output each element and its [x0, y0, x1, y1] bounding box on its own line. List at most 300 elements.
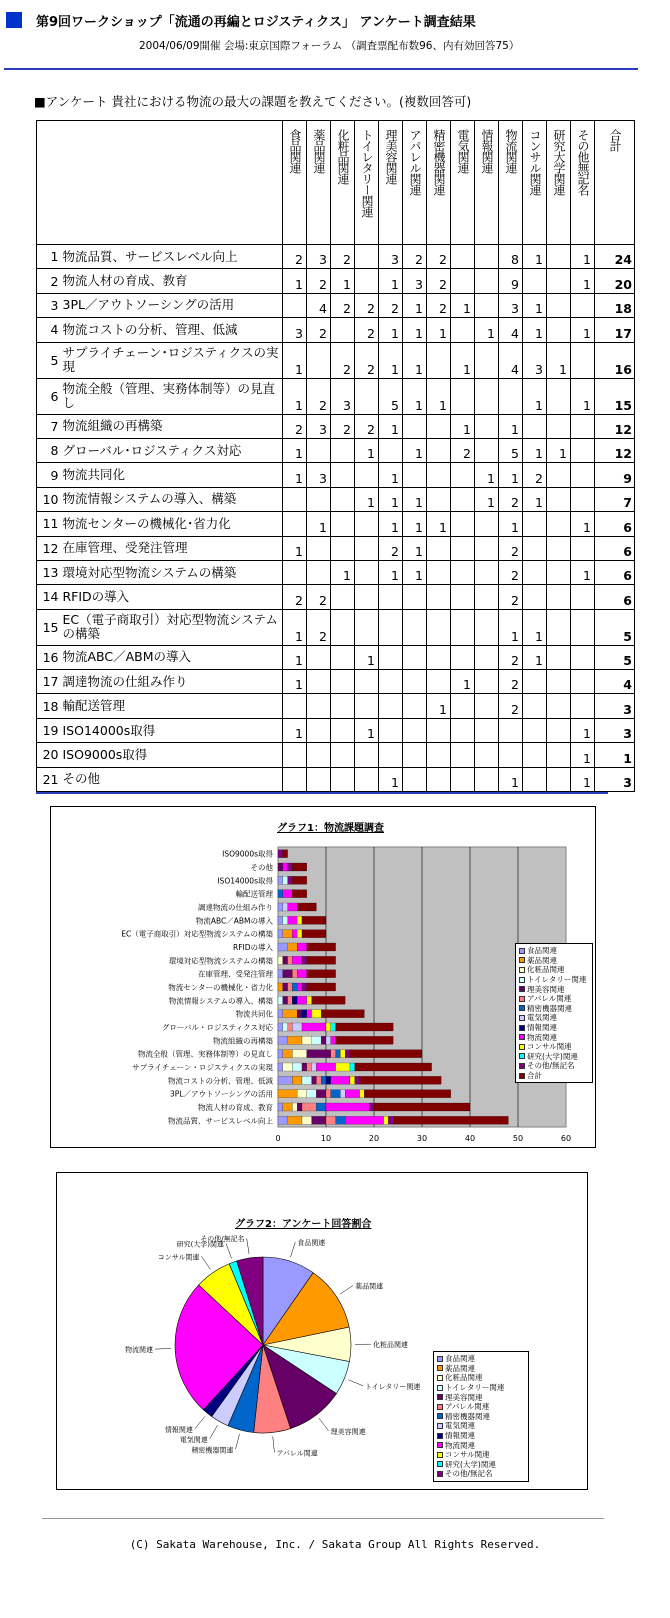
row-label: 調達物流の仕組み作り — [61, 670, 283, 694]
value-cell — [283, 560, 307, 584]
value-cell: 1 — [523, 293, 547, 317]
value-cell: 2 — [307, 269, 331, 293]
value-cell: 1 — [451, 414, 475, 438]
value-cell — [475, 378, 499, 414]
value-cell — [451, 645, 475, 669]
value-cell: 2 — [499, 670, 523, 694]
bar-segment — [331, 1036, 336, 1044]
bar-segment — [292, 983, 297, 991]
value-cell: 2 — [355, 342, 379, 378]
table-row — [37, 378, 635, 414]
row-label: 環境対応型物流システムの構築 — [61, 560, 283, 584]
row-label: 物流品質、サービスレベル向上 — [61, 245, 283, 269]
total-cell: 18 — [595, 293, 635, 317]
bar-segment — [292, 876, 306, 884]
bar-segment — [297, 970, 307, 978]
value-cell: 1 — [403, 536, 427, 560]
leader-line — [155, 1348, 171, 1349]
value-cell: 5 — [499, 438, 523, 462]
legend-label: コンサル関連 — [445, 1450, 490, 1460]
bar-segment — [278, 970, 283, 978]
total-cell: 9 — [595, 463, 635, 487]
value-cell — [331, 718, 355, 742]
legend-label: 食品関連 — [527, 946, 557, 956]
value-cell — [475, 670, 499, 694]
bar-segment — [316, 1103, 326, 1111]
bar-segment — [316, 1063, 335, 1071]
bar-segment — [278, 1076, 292, 1084]
row-number: 7 — [37, 414, 61, 438]
category-header — [547, 121, 571, 245]
value-cell: 2 — [307, 609, 331, 645]
value-cell — [283, 293, 307, 317]
legend-label: 精密機器関連 — [445, 1411, 490, 1421]
value-cell — [331, 487, 355, 511]
leader-line — [201, 1256, 210, 1269]
category-label: サプライチェーン・ロジスティクスの実現 — [132, 1063, 273, 1072]
value-cell: 1 — [523, 487, 547, 511]
value-cell: 2 — [355, 414, 379, 438]
legend-swatch — [519, 967, 525, 973]
legend-swatch — [437, 1452, 443, 1458]
value-cell: 1 — [571, 560, 595, 584]
category-label: 輸配送管理 — [235, 889, 273, 899]
value-cell — [331, 670, 355, 694]
copyright: (C) Sakata Warehouse, Inc. / Sakata Group All Rights Reserved. — [129, 1538, 541, 1551]
bar-segment — [345, 1050, 350, 1058]
legend-swatch — [437, 1385, 443, 1391]
value-cell: 9 — [499, 269, 523, 293]
value-cell: 1 — [499, 609, 523, 645]
value-cell — [451, 269, 475, 293]
value-cell — [283, 767, 307, 791]
row-number: 1 — [37, 245, 61, 269]
bar-segment — [292, 956, 302, 964]
value-cell: 2 — [499, 487, 523, 511]
value-cell: 3 — [307, 245, 331, 269]
slice-label: 薬品関連 — [355, 1282, 384, 1291]
category-label: 物流品質、サービスレベル向上 — [168, 1116, 273, 1126]
leader-line — [319, 1418, 329, 1431]
bar-segment — [278, 1023, 283, 1031]
bar-segment — [331, 1050, 336, 1058]
value-cell: 2 — [427, 293, 451, 317]
value-cell — [571, 536, 595, 560]
bar-segment — [302, 930, 326, 938]
value-cell — [331, 609, 355, 645]
value-cell — [475, 767, 499, 791]
value-cell: 4 — [499, 318, 523, 342]
bar-segment — [388, 1116, 393, 1124]
value-cell — [475, 694, 499, 718]
bar-segment — [297, 1010, 302, 1018]
legend-swatch — [519, 1034, 525, 1040]
value-cell — [307, 536, 331, 560]
value-cell — [427, 609, 451, 645]
table-row — [37, 512, 635, 536]
value-cell — [307, 342, 331, 378]
bar-segment — [336, 1116, 346, 1124]
bar-segment — [326, 1036, 331, 1044]
row-label: ISO14000s取得 — [61, 718, 283, 742]
value-cell — [427, 585, 451, 609]
row-number: 21 — [37, 767, 61, 791]
value-cell — [331, 743, 355, 767]
bar-segment — [340, 1050, 345, 1058]
bar-segment — [288, 1036, 302, 1044]
table-row — [37, 318, 635, 342]
total-cell: 6 — [595, 512, 635, 536]
value-cell: 1 — [427, 512, 451, 536]
bar-segment — [283, 903, 288, 911]
leader-line — [226, 1244, 231, 1259]
table-row — [37, 645, 635, 669]
row-number: 13 — [37, 560, 61, 584]
bar-segment — [326, 1116, 336, 1124]
bar-segment — [369, 1103, 374, 1111]
value-cell: 1 — [571, 269, 595, 293]
page-subtitle: 2004/06/09開催 会場:東京国際フォーラム （調査票配布数96、内有効回答75） — [139, 40, 520, 52]
value-cell: 1 — [283, 438, 307, 462]
bar-segment — [364, 1090, 450, 1098]
total-cell: 6 — [595, 560, 635, 584]
legend-label: トイレタリー関連 — [527, 975, 587, 985]
legend-swatch — [519, 1025, 525, 1031]
legend-label: 電気関連 — [445, 1421, 475, 1431]
bar-segment — [283, 1023, 288, 1031]
legend-label: トイレタリー関連 — [445, 1383, 505, 1393]
value-cell: 1 — [571, 318, 595, 342]
value-cell — [547, 487, 571, 511]
value-cell — [427, 560, 451, 584]
survey-question: ■アンケート 貴社における物流の最大の課題を教えてください。(複数回答可) — [34, 94, 472, 109]
table-header-row — [37, 121, 635, 245]
bar-segment — [297, 903, 316, 911]
bar-segment — [312, 1116, 326, 1124]
value-cell: 2 — [427, 269, 451, 293]
bar-segment — [278, 1063, 283, 1071]
header-rule — [4, 68, 638, 70]
value-cell: 1 — [427, 318, 451, 342]
bar-segment — [321, 1036, 326, 1044]
bar-segment — [288, 876, 293, 884]
value-cell: 2 — [499, 585, 523, 609]
value-cell — [379, 438, 403, 462]
category-header — [307, 121, 331, 245]
value-cell: 5 — [379, 378, 403, 414]
total-cell: 24 — [595, 245, 635, 269]
value-cell — [571, 585, 595, 609]
value-cell — [307, 694, 331, 718]
bar-segment — [302, 956, 307, 964]
value-cell: 1 — [379, 767, 403, 791]
bar-segment — [278, 930, 283, 938]
value-cell: 3 — [331, 378, 355, 414]
row-number: 16 — [37, 645, 61, 669]
bar-segment — [336, 1050, 341, 1058]
bar-segment — [307, 1050, 331, 1058]
bar-segment — [283, 876, 288, 884]
value-cell — [571, 487, 595, 511]
chart-2-legend — [433, 1351, 529, 1482]
legend-label: 理美容関連 — [527, 984, 565, 994]
total-cell: 4 — [595, 670, 635, 694]
slice-label: 物流関連 — [125, 1346, 154, 1355]
value-cell — [379, 743, 403, 767]
value-cell: 4 — [499, 342, 523, 378]
category-label: その他 — [250, 863, 273, 872]
value-cell: 1 — [499, 463, 523, 487]
category-label: 研究大学関連 — [552, 129, 566, 195]
value-cell: 3 — [307, 414, 331, 438]
category-label: 情報関連 — [480, 129, 494, 173]
bar-segment — [278, 863, 283, 871]
bar-segment — [288, 863, 293, 871]
value-cell: 1 — [547, 342, 571, 378]
value-cell — [403, 609, 427, 645]
category-label: 物流情報システムの導入、構築 — [168, 996, 273, 1006]
bar-segment — [278, 890, 283, 898]
value-cell — [547, 767, 571, 791]
bar-segment — [283, 956, 288, 964]
legend-swatch — [437, 1394, 443, 1400]
bar-segment — [283, 850, 288, 858]
value-cell — [547, 512, 571, 536]
category-header — [331, 121, 355, 245]
bar-segment — [292, 1063, 302, 1071]
value-cell — [475, 414, 499, 438]
bar-segment — [340, 1090, 345, 1098]
value-cell — [475, 438, 499, 462]
legend-swatch — [519, 957, 525, 963]
value-cell — [499, 743, 523, 767]
row-number: 8 — [37, 438, 61, 462]
total-cell: 3 — [595, 718, 635, 742]
value-cell: 3 — [499, 293, 523, 317]
category-header — [475, 121, 499, 245]
value-cell: 2 — [331, 293, 355, 317]
table-row — [37, 560, 635, 584]
category-label: 環境対応型物流システムの構築 — [168, 956, 273, 966]
value-cell: 1 — [355, 438, 379, 462]
bar-segment — [288, 1116, 302, 1124]
value-cell — [523, 694, 547, 718]
footer-rule — [42, 1518, 604, 1519]
row-label: 物流コストの分析、管理、低減 — [61, 318, 283, 342]
bar-segment — [278, 983, 283, 991]
value-cell — [523, 743, 547, 767]
value-cell — [547, 585, 571, 609]
category-label: 物流全般（管理、実務体制等）の見直し — [138, 1049, 273, 1059]
table-row — [37, 463, 635, 487]
category-label: 調達物流の仕組み作り — [198, 903, 273, 912]
legend-swatch — [519, 1015, 525, 1021]
table-row — [37, 718, 635, 742]
value-cell — [547, 645, 571, 669]
bar-segment — [288, 943, 298, 951]
value-cell: 1 — [283, 645, 307, 669]
value-cell: 2 — [451, 438, 475, 462]
leader-line — [340, 1285, 353, 1294]
bar-segment — [278, 1116, 288, 1124]
value-cell: 2 — [283, 245, 307, 269]
legend-swatch — [437, 1433, 443, 1439]
value-cell — [307, 438, 331, 462]
legend-label: アパレル関連 — [527, 994, 572, 1004]
value-cell — [331, 463, 355, 487]
total-cell: 3 — [595, 767, 635, 791]
value-cell — [571, 438, 595, 462]
value-cell — [451, 512, 475, 536]
bar-segment — [302, 1063, 307, 1071]
bar-segment — [278, 916, 283, 924]
row-number: 12 — [37, 536, 61, 560]
value-cell: 1 — [379, 414, 403, 438]
category-label: 物流共同化 — [235, 1009, 273, 1019]
legend-swatch — [437, 1356, 443, 1362]
value-cell: 2 — [307, 318, 331, 342]
bar-segment — [384, 1116, 389, 1124]
value-cell — [523, 512, 547, 536]
row-number: 2 — [37, 269, 61, 293]
value-cell — [355, 609, 379, 645]
value-cell: 1 — [523, 438, 547, 462]
value-cell: 1 — [571, 767, 595, 791]
bar-segment — [283, 1050, 293, 1058]
bar-segment — [297, 983, 302, 991]
value-cell: 1 — [283, 378, 307, 414]
category-label: 薬品関連 — [312, 129, 326, 173]
value-cell — [355, 670, 379, 694]
slice-label: 食品関連 — [297, 1238, 326, 1247]
value-cell — [379, 645, 403, 669]
value-cell — [427, 438, 451, 462]
total-cell: 15 — [595, 378, 635, 414]
value-cell: 1 — [307, 512, 331, 536]
bar-segment — [307, 970, 336, 978]
legend-label: その他/無記名 — [527, 1061, 575, 1071]
value-cell: 1 — [523, 245, 547, 269]
value-cell — [379, 694, 403, 718]
bar-segment — [292, 1023, 302, 1031]
bar-segment — [350, 1063, 355, 1071]
value-cell — [451, 318, 475, 342]
bar-segment — [288, 916, 298, 924]
bar-segment — [336, 1036, 394, 1044]
bar-segment — [302, 1010, 307, 1018]
bar-segment — [316, 1076, 321, 1084]
row-number: 5 — [37, 342, 61, 378]
row-label: 物流情報システムの導入、構築 — [61, 487, 283, 511]
bar-segment — [336, 1063, 350, 1071]
category-label: 物流センターの機械化・省力化 — [168, 983, 273, 992]
legend-swatch — [437, 1442, 443, 1448]
bar-segment — [278, 1036, 288, 1044]
bar-segment — [307, 956, 336, 964]
bar-segment — [393, 1116, 508, 1124]
bar-segment — [374, 1103, 470, 1111]
slice-label: トイレタリー関連 — [365, 1382, 421, 1391]
category-label: ISO14000s取得 — [217, 876, 273, 886]
category-label: EC（電子商取引）対応型物流システムの構築 — [121, 929, 273, 939]
bar-segment — [292, 1103, 297, 1111]
bar-segment — [278, 1010, 283, 1018]
chart-2-title: グラフ2：アンケート回答割合 — [235, 1219, 372, 1230]
value-cell: 8 — [499, 245, 523, 269]
value-cell — [403, 414, 427, 438]
value-cell — [571, 645, 595, 669]
bar-segment — [312, 1063, 317, 1071]
value-cell — [547, 318, 571, 342]
legend-label: 研究(大学)関連 — [527, 1051, 578, 1061]
value-cell — [403, 645, 427, 669]
bar-segment — [312, 996, 346, 1004]
legend-label: 化粧品関連 — [527, 965, 565, 975]
slice-label: 精密機器関連 — [191, 1446, 234, 1455]
category-label: 物流関連 — [504, 129, 518, 173]
value-cell: 1 — [523, 609, 547, 645]
legend-swatch — [437, 1365, 443, 1371]
value-cell: 1 — [547, 438, 571, 462]
legend-item — [519, 1071, 589, 1081]
legend-label: 情報関連 — [527, 1023, 557, 1033]
value-cell — [307, 487, 331, 511]
value-cell — [283, 512, 307, 536]
bar-segment — [307, 1090, 317, 1098]
value-cell — [403, 767, 427, 791]
value-cell — [451, 536, 475, 560]
legend-swatch — [519, 1044, 525, 1050]
value-cell — [451, 767, 475, 791]
value-cell: 1 — [451, 293, 475, 317]
value-cell: 2 — [379, 293, 403, 317]
value-cell — [547, 245, 571, 269]
bar-segment — [278, 876, 283, 884]
value-cell — [451, 718, 475, 742]
legend-label: アパレル関連 — [445, 1402, 490, 1412]
row-label: 物流共同化 — [61, 463, 283, 487]
value-cell: 1 — [379, 269, 403, 293]
value-cell — [547, 293, 571, 317]
value-cell — [355, 767, 379, 791]
value-cell — [523, 585, 547, 609]
bar-segment — [307, 983, 336, 991]
page-title: 第9回ワークショップ「流通の再編とロジスティクス」 アンケート調査結果 — [36, 15, 476, 30]
legend-swatch — [519, 948, 525, 954]
leader-line — [273, 1436, 275, 1452]
value-cell — [427, 645, 451, 669]
value-cell — [355, 694, 379, 718]
bar-segment — [288, 996, 293, 1004]
bar-segment — [292, 996, 297, 1004]
table-row — [37, 670, 635, 694]
x-tick-label: 50 — [512, 1134, 524, 1143]
legend-label: 物流関連 — [445, 1440, 475, 1450]
value-cell: 1 — [379, 512, 403, 536]
category-label: コンサル関連 — [528, 129, 542, 195]
legend-label: 合計 — [527, 1071, 542, 1081]
bar-segment — [278, 903, 283, 911]
category-label: トイレタリー関連 — [360, 129, 374, 217]
value-cell — [307, 718, 331, 742]
category-header — [379, 121, 403, 245]
bar-segment — [302, 1103, 316, 1111]
bar-segment — [278, 850, 283, 858]
value-cell — [523, 536, 547, 560]
row-number: 10 — [37, 487, 61, 511]
bar-segment — [307, 1063, 312, 1071]
survey-table — [36, 120, 635, 792]
